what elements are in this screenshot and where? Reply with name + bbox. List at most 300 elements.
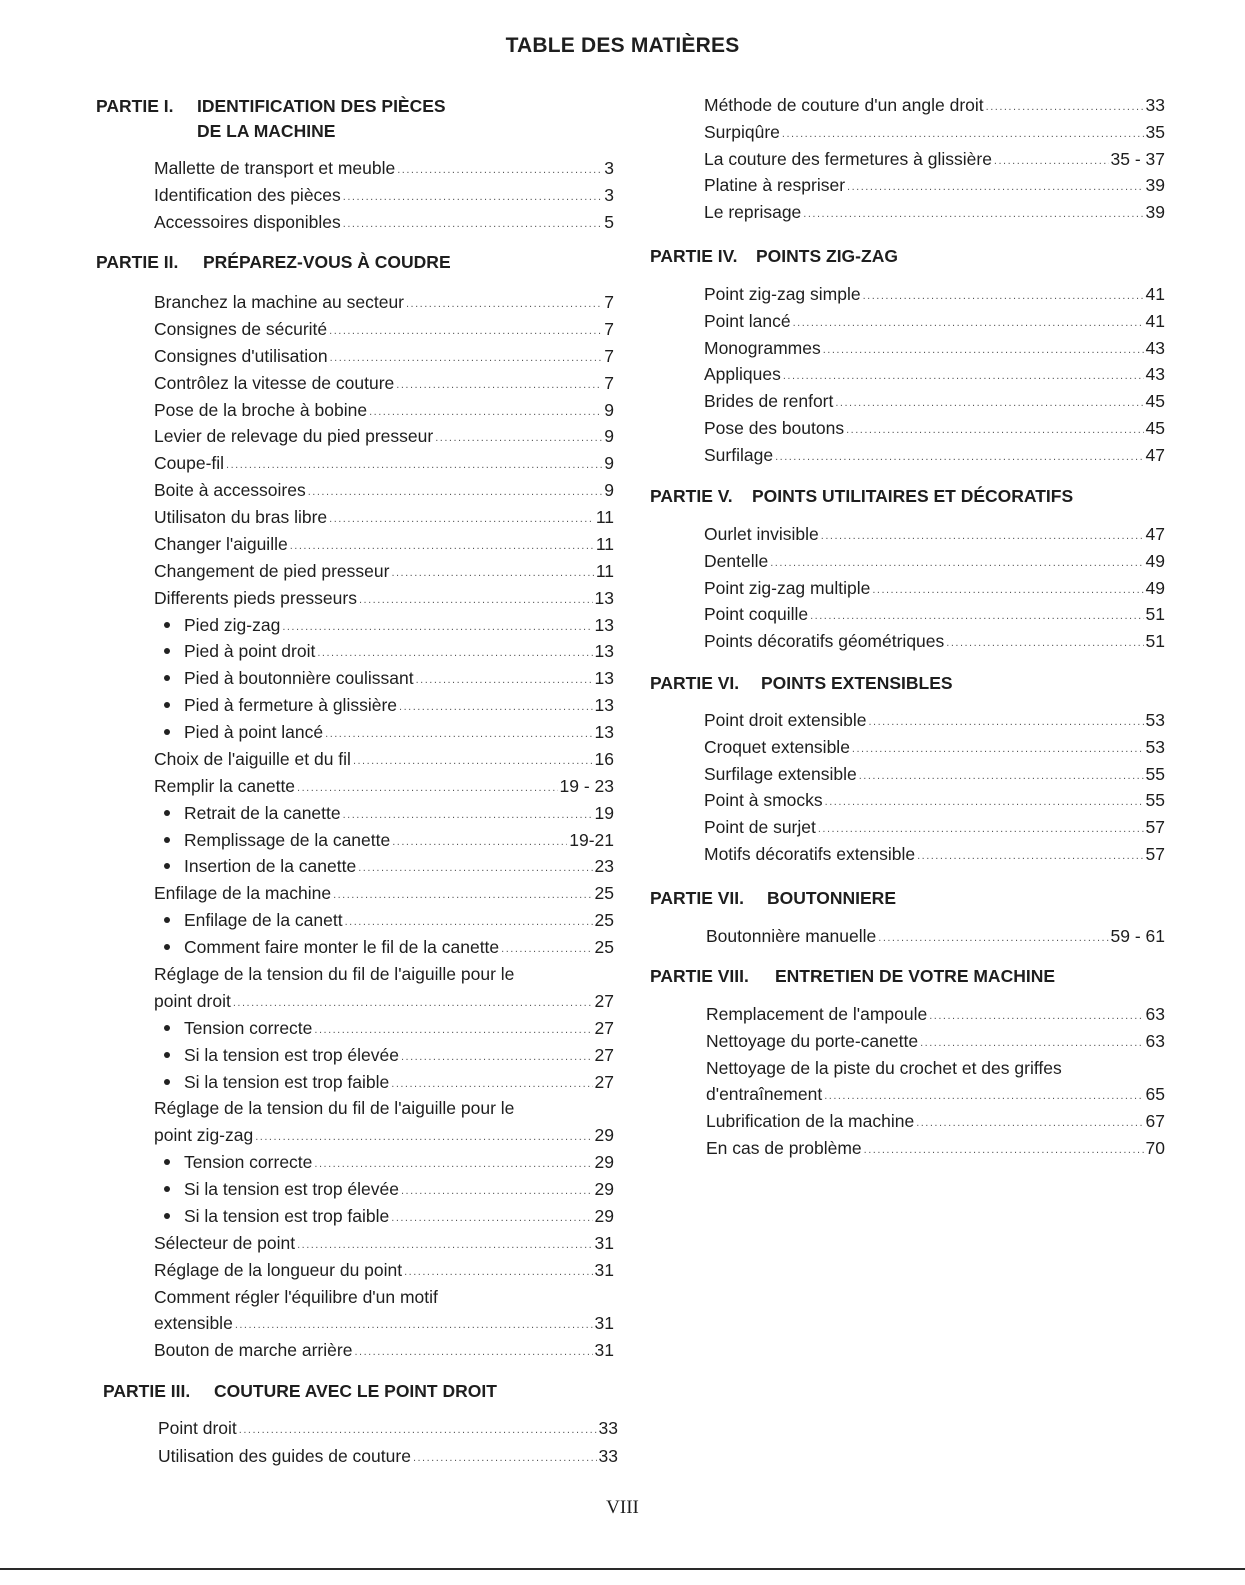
leader-dots bbox=[330, 346, 603, 370]
bullet-icon bbox=[164, 917, 170, 923]
bullet-icon bbox=[164, 1079, 170, 1085]
leader-dots bbox=[317, 641, 592, 665]
leader-dots bbox=[782, 122, 1144, 146]
bullet-icon bbox=[164, 702, 170, 708]
toc-entry[interactable] bbox=[154, 1123, 614, 1147]
leader-dots bbox=[329, 507, 594, 531]
toc-entry-page: 45 bbox=[1145, 391, 1165, 411]
toc-entry-page: 55 bbox=[1145, 790, 1165, 810]
toc-entry-text: Consignes de sécurité bbox=[154, 319, 328, 339]
section-heading bbox=[650, 486, 1074, 507]
toc-entry-page: 29 bbox=[594, 1125, 614, 1145]
toc-entry-label bbox=[704, 576, 870, 600]
toc-entry-text: Coupe-fil bbox=[154, 453, 225, 473]
toc-entry-label bbox=[154, 747, 351, 771]
toc-entry-label bbox=[154, 424, 433, 448]
section-heading bbox=[650, 888, 896, 909]
toc-entry[interactable] bbox=[162, 693, 614, 717]
toc-entry-text: Comment faire monter le fil de la canette bbox=[184, 937, 500, 957]
toc-entry-page: 7 bbox=[604, 292, 614, 312]
toc-entry-label bbox=[704, 762, 857, 786]
toc-entry-page: 19-21 bbox=[569, 830, 614, 850]
leader-dots bbox=[917, 844, 1143, 868]
toc-entry[interactable] bbox=[154, 1285, 614, 1309]
toc-entry-page: 25 bbox=[594, 937, 614, 957]
toc-entry[interactable] bbox=[158, 1444, 618, 1468]
toc-entry[interactable] bbox=[154, 424, 614, 448]
section-title: POINTS UTILITAIRES ET DÉCORATIFS bbox=[752, 486, 1074, 506]
toc-entry[interactable] bbox=[154, 1258, 614, 1282]
toc-entry-page: 35 bbox=[1145, 122, 1165, 142]
toc-entry-page: 25 bbox=[594, 910, 614, 930]
toc-entry-text: Contrôlez la vitesse de couture bbox=[154, 373, 395, 393]
toc-entry[interactable] bbox=[706, 1109, 1165, 1133]
toc-entry[interactable] bbox=[704, 389, 1165, 413]
toc-entry-text: Platine à respriser bbox=[704, 175, 846, 195]
toc-entry-page: 65 bbox=[1145, 1084, 1165, 1104]
toc-entry-page: 53 bbox=[1145, 737, 1165, 757]
toc-entry[interactable] bbox=[704, 708, 1165, 732]
toc-entry-label bbox=[154, 478, 306, 502]
toc-entry-text: Pied à fermeture à glissière bbox=[184, 695, 398, 715]
toc-entry[interactable] bbox=[154, 371, 614, 395]
leader-dots bbox=[847, 175, 1143, 199]
toc-entry-label bbox=[162, 854, 356, 878]
toc-entry-text: Point coquille bbox=[704, 604, 809, 624]
toc-entry[interactable] bbox=[154, 747, 614, 771]
toc-entry-page: 13 bbox=[594, 641, 614, 661]
toc-entry-page: 13 bbox=[594, 668, 614, 688]
bullet-icon bbox=[164, 1213, 170, 1219]
toc-entry-label bbox=[704, 443, 773, 467]
leader-dots bbox=[226, 453, 602, 477]
bullet-icon bbox=[164, 837, 170, 843]
toc-entry[interactable] bbox=[162, 828, 614, 852]
toc-entry[interactable] bbox=[706, 1082, 1165, 1106]
toc-entry-label bbox=[162, 1043, 399, 1067]
toc-entry[interactable] bbox=[154, 989, 614, 1013]
toc-entry[interactable] bbox=[162, 720, 614, 744]
leader-dots bbox=[986, 95, 1144, 119]
section-title: COUTURE AVEC LE POINT DROIT bbox=[214, 1381, 497, 1401]
toc-entry-label bbox=[704, 629, 944, 653]
toc-entry-label bbox=[704, 602, 808, 626]
toc-entry[interactable] bbox=[162, 854, 614, 878]
toc-entry[interactable] bbox=[162, 666, 614, 690]
toc-entry-label bbox=[162, 639, 315, 663]
toc-entry-label bbox=[154, 451, 224, 475]
bullet-icon bbox=[164, 1186, 170, 1192]
toc-entry-page: 63 bbox=[1145, 1004, 1165, 1024]
toc-entry-page: 57 bbox=[1145, 817, 1165, 837]
leader-dots bbox=[825, 790, 1144, 814]
toc-entry[interactable] bbox=[154, 156, 614, 180]
toc-entry-text: Pied zig-zag bbox=[184, 615, 281, 635]
toc-entry-text: Bouton de marche arrière bbox=[154, 1340, 353, 1360]
toc-entry-page: 3 bbox=[604, 185, 614, 205]
toc-entry-text: Si la tension est trop élevée bbox=[184, 1179, 399, 1199]
toc-entry-text: Point zig-zag multiple bbox=[704, 578, 871, 598]
toc-entry-text: Utilisation des guides de couture bbox=[158, 1446, 411, 1466]
leader-dots bbox=[391, 1072, 592, 1096]
leader-dots bbox=[392, 830, 567, 854]
toc-entry-page: 13 bbox=[594, 695, 614, 715]
toc-entry[interactable] bbox=[706, 924, 1165, 948]
toc-entry-page: 55 bbox=[1145, 764, 1165, 784]
toc-entry[interactable] bbox=[704, 416, 1165, 440]
toc-entry-text: point droit bbox=[154, 991, 231, 1011]
toc-entry-label bbox=[704, 842, 915, 866]
toc-entry[interactable] bbox=[704, 549, 1165, 573]
toc-entry-text: Le reprisage bbox=[704, 202, 802, 222]
toc-entry[interactable] bbox=[706, 1002, 1165, 1026]
toc-entry[interactable] bbox=[162, 1177, 614, 1201]
toc-entry-page: 63 bbox=[1145, 1031, 1165, 1051]
toc-entry[interactable] bbox=[704, 336, 1165, 360]
bullet-icon bbox=[164, 729, 170, 735]
toc-entry-label bbox=[154, 290, 404, 314]
toc-entry-page: 43 bbox=[1145, 338, 1165, 358]
toc-entry-text: Accessoires disponibles bbox=[154, 212, 341, 232]
toc-entry-page: 27 bbox=[594, 1072, 614, 1092]
toc-entry[interactable] bbox=[706, 1136, 1165, 1160]
leader-dots bbox=[994, 149, 1109, 173]
section-heading bbox=[96, 96, 446, 141]
toc-entry-label bbox=[154, 559, 389, 583]
toc-entry[interactable] bbox=[158, 1416, 618, 1440]
toc-entry-text: Boutonnière manuelle bbox=[706, 926, 877, 946]
leader-dots bbox=[297, 1233, 592, 1257]
toc-entry-text: Tension correcte bbox=[184, 1018, 313, 1038]
toc-entry-label bbox=[704, 147, 992, 171]
toc-entry[interactable] bbox=[154, 962, 614, 986]
leader-dots bbox=[835, 391, 1143, 415]
section-title: ENTRETIEN DE VOTRE MACHINE bbox=[775, 966, 1056, 986]
leader-dots bbox=[333, 883, 592, 907]
toc-entry-page: 47 bbox=[1145, 524, 1165, 544]
toc-entry-label bbox=[706, 1082, 822, 1106]
leader-dots bbox=[255, 1125, 592, 1149]
toc-entry[interactable] bbox=[162, 908, 614, 932]
toc-entry-text: Méthode de couture d'un angle droit bbox=[704, 95, 984, 115]
toc-entry-page: 39 bbox=[1145, 202, 1165, 222]
toc-entry[interactable] bbox=[704, 93, 1165, 117]
toc-entry-page: 41 bbox=[1145, 284, 1165, 304]
toc-entry-text: Surfilage extensible bbox=[704, 764, 857, 784]
section-title-line2: DE LA MACHINE bbox=[197, 121, 336, 141]
toc-entry-label bbox=[154, 1096, 514, 1120]
toc-entry-page: 53 bbox=[1145, 710, 1165, 730]
leader-dots bbox=[358, 856, 592, 880]
toc-entry-page: 19 - 23 bbox=[559, 776, 614, 796]
toc-entry[interactable] bbox=[704, 200, 1165, 224]
bullet-icon bbox=[164, 622, 170, 628]
leader-dots bbox=[343, 185, 602, 209]
leader-dots bbox=[946, 631, 1143, 655]
toc-entry-label bbox=[154, 1258, 402, 1282]
toc-entry-page: 27 bbox=[594, 991, 614, 1011]
leader-dots bbox=[818, 817, 1144, 841]
toc-entry-text: Remplir la canette bbox=[154, 776, 296, 796]
toc-entry-page: 29 bbox=[594, 1152, 614, 1172]
toc-entry-text: Ourlet invisible bbox=[704, 524, 819, 544]
toc-entry[interactable] bbox=[704, 147, 1165, 171]
toc-entry[interactable] bbox=[162, 1070, 614, 1094]
leader-dots bbox=[345, 910, 593, 934]
leader-dots bbox=[343, 803, 593, 827]
toc-entry-page: 31 bbox=[594, 1340, 614, 1360]
leader-dots bbox=[859, 764, 1144, 788]
toc-entry-label bbox=[704, 549, 768, 573]
toc-entry[interactable] bbox=[154, 344, 614, 368]
bullet-icon bbox=[164, 944, 170, 950]
toc-entry-page: 39 bbox=[1145, 175, 1165, 195]
toc-entry-label bbox=[154, 398, 367, 422]
toc-entry-page: 67 bbox=[1145, 1111, 1165, 1131]
toc-entry-page: 59 - 61 bbox=[1110, 926, 1165, 946]
toc-entry[interactable] bbox=[154, 183, 614, 207]
toc-entry-text: Consignes d'utilisation bbox=[154, 346, 328, 366]
page-number: VIII bbox=[606, 1497, 639, 1518]
toc-entry-text: Monogrammes bbox=[704, 338, 821, 358]
toc-entry-text: Réglage de la tension du fil de l'aiguille pour le bbox=[154, 964, 515, 984]
toc-entry[interactable] bbox=[706, 1056, 1165, 1080]
toc-entry[interactable] bbox=[162, 1043, 614, 1067]
toc-entry[interactable] bbox=[162, 935, 614, 959]
toc-entry[interactable] bbox=[162, 613, 614, 637]
toc-entry[interactable] bbox=[154, 290, 614, 314]
toc-entry-label bbox=[704, 336, 821, 360]
toc-entry-page: 51 bbox=[1145, 631, 1165, 651]
toc-entry[interactable] bbox=[154, 1231, 614, 1255]
toc-entry[interactable] bbox=[162, 1150, 614, 1174]
toc-entry-page: 47 bbox=[1145, 445, 1165, 465]
toc-entry-page: 23 bbox=[594, 856, 614, 876]
toc-entry-text: Brides de renfort bbox=[704, 391, 834, 411]
leader-dots bbox=[416, 668, 593, 692]
toc-entry-page: 33 bbox=[1145, 95, 1165, 115]
leader-dots bbox=[359, 588, 593, 612]
toc-entry[interactable] bbox=[162, 801, 614, 825]
toc-entry-label bbox=[704, 173, 845, 197]
section-title: IDENTIFICATION DES PIÈCES bbox=[197, 96, 446, 116]
toc-entry-text: Sélecteur de point bbox=[154, 1233, 296, 1253]
bullet-icon bbox=[164, 1052, 170, 1058]
toc-entry-page: 41 bbox=[1145, 311, 1165, 331]
toc-entry-page: 19 bbox=[594, 803, 614, 823]
toc-entry-text: d'entraînement bbox=[706, 1084, 823, 1104]
toc-entry[interactable] bbox=[154, 1338, 614, 1362]
toc-entry[interactable] bbox=[704, 788, 1165, 812]
toc-entry-page: 70 bbox=[1145, 1138, 1165, 1158]
toc-entry-page: 13 bbox=[594, 588, 614, 608]
toc-entry-label bbox=[154, 371, 394, 395]
leader-dots bbox=[821, 524, 1144, 548]
toc-entry[interactable] bbox=[704, 173, 1165, 197]
leader-dots bbox=[863, 284, 1144, 308]
toc-entry-label bbox=[706, 1136, 862, 1160]
toc-entry[interactable] bbox=[704, 815, 1165, 839]
leader-dots bbox=[404, 1260, 592, 1284]
section-heading bbox=[650, 966, 1056, 987]
toc-entry-label bbox=[154, 989, 231, 1013]
toc-entry-label bbox=[162, 1016, 312, 1040]
toc-entry-label bbox=[154, 1338, 352, 1362]
leader-dots bbox=[435, 426, 602, 450]
toc-entry-label bbox=[154, 1311, 233, 1335]
toc-entry-page: 9 bbox=[604, 453, 614, 473]
leader-dots bbox=[775, 445, 1143, 469]
toc-entry-label bbox=[162, 693, 397, 717]
toc-entry-text: Surpiqûre bbox=[704, 122, 780, 142]
leader-dots bbox=[406, 292, 602, 316]
toc-entry[interactable] bbox=[704, 522, 1165, 546]
toc-entry-page: 29 bbox=[594, 1179, 614, 1199]
toc-entry-page: 45 bbox=[1145, 418, 1165, 438]
toc-entry[interactable] bbox=[154, 586, 614, 610]
section-heading bbox=[103, 1381, 497, 1402]
toc-entry-text: Insertion de la canette bbox=[184, 856, 357, 876]
toc-entry-page: 7 bbox=[604, 373, 614, 393]
leader-dots bbox=[314, 1018, 592, 1042]
toc-entry-text: Croquet extensible bbox=[704, 737, 850, 757]
toc-entry-page: 35 - 37 bbox=[1110, 149, 1165, 169]
leader-dots bbox=[239, 1418, 597, 1442]
section-part-number: PARTIE I. bbox=[96, 96, 174, 116]
toc-entry-label bbox=[158, 1416, 237, 1440]
toc-entry[interactable] bbox=[162, 639, 614, 663]
toc-entry[interactable] bbox=[704, 576, 1165, 600]
toc-entry-text: point zig-zag bbox=[154, 1125, 254, 1145]
section-title: BOUTONNIERE bbox=[767, 888, 896, 908]
toc-entry[interactable] bbox=[154, 398, 614, 422]
toc-entry[interactable] bbox=[154, 210, 614, 234]
bottom-rule bbox=[0, 1568, 1245, 1570]
toc-entry[interactable] bbox=[154, 881, 614, 905]
toc-entry-page: 49 bbox=[1145, 578, 1165, 598]
toc-entry-text: Motifs décoratifs extensible bbox=[704, 844, 916, 864]
toc-entry[interactable] bbox=[704, 120, 1165, 144]
toc-entry[interactable] bbox=[704, 629, 1165, 653]
leader-dots bbox=[314, 1152, 592, 1176]
toc-entry-label bbox=[706, 1109, 914, 1133]
toc-entry-text: Changer l'aiguille bbox=[154, 534, 288, 554]
leader-dots bbox=[353, 749, 593, 773]
toc-entry-page: 43 bbox=[1145, 364, 1165, 384]
toc-entry-text: Enfilage de la machine bbox=[154, 883, 332, 903]
leader-dots bbox=[397, 158, 602, 182]
bullet-icon bbox=[164, 1159, 170, 1165]
leader-dots bbox=[872, 578, 1143, 602]
toc-entry[interactable] bbox=[154, 451, 614, 475]
section-part-number: PARTIE V. bbox=[650, 486, 733, 506]
toc-entry-text: Points décoratifs géométriques bbox=[704, 631, 945, 651]
toc-entry-label bbox=[706, 1029, 918, 1053]
toc-entry[interactable] bbox=[704, 282, 1165, 306]
section-part-number: PARTIE VI. bbox=[650, 673, 740, 693]
toc-entry[interactable] bbox=[704, 735, 1165, 759]
leader-dots bbox=[369, 400, 602, 424]
leader-dots bbox=[920, 1031, 1143, 1055]
leader-dots bbox=[233, 991, 593, 1015]
toc-entry-label bbox=[704, 416, 844, 440]
toc-entry-text: Si la tension est trop élevée bbox=[184, 1045, 399, 1065]
toc-entry-text: Remplissage de la canette bbox=[184, 830, 391, 850]
toc-entry-label bbox=[154, 1123, 253, 1147]
toc-entry-page: 33 bbox=[598, 1418, 618, 1438]
toc-entry[interactable] bbox=[154, 1311, 614, 1335]
toc-entry-page: 31 bbox=[594, 1233, 614, 1253]
toc-entry-text: Réglage de la longueur du point bbox=[154, 1260, 403, 1280]
toc-entry-text: Réglage de la tension du fil de l'aiguille pour le bbox=[154, 1098, 515, 1118]
toc-entry-label bbox=[154, 210, 341, 234]
toc-entry[interactable] bbox=[154, 1096, 614, 1120]
toc-entry-label bbox=[162, 720, 323, 744]
section-part-number: PARTIE III. bbox=[103, 1381, 191, 1401]
toc-entry[interactable] bbox=[704, 362, 1165, 386]
toc-entry-label bbox=[154, 1285, 438, 1309]
toc-entry-text: Pied à point lancé bbox=[184, 722, 324, 742]
section-part-number: PARTIE IV. bbox=[650, 246, 738, 266]
leader-dots bbox=[329, 319, 602, 343]
toc-entry-page: 5 bbox=[604, 212, 614, 232]
leader-dots bbox=[846, 418, 1143, 442]
toc-entry[interactable] bbox=[704, 443, 1165, 467]
toc-entry-label bbox=[162, 828, 390, 852]
toc-entry[interactable] bbox=[704, 602, 1165, 626]
toc-entry[interactable] bbox=[704, 842, 1165, 866]
section-title: POINTS ZIG-ZAG bbox=[756, 246, 898, 266]
toc-entry-text: Si la tension est trop faible bbox=[184, 1072, 390, 1092]
toc-entry[interactable] bbox=[704, 762, 1165, 786]
toc-entry[interactable] bbox=[154, 505, 614, 529]
toc-entry-label bbox=[706, 1056, 1062, 1080]
page-title: TABLE DES MATIÈRES bbox=[505, 34, 740, 57]
toc-entry-text: Point à smocks bbox=[704, 790, 823, 810]
toc-entry-text: Branchez la machine au secteur bbox=[154, 292, 404, 312]
toc-entry-page: 33 bbox=[598, 1446, 618, 1466]
toc-entry[interactable] bbox=[154, 532, 614, 556]
toc-entry-text: Pose de la broche à bobine bbox=[154, 400, 368, 420]
toc-entry[interactable] bbox=[704, 309, 1165, 333]
toc-entry-label bbox=[704, 362, 781, 386]
toc-entry[interactable] bbox=[154, 478, 614, 502]
leader-dots bbox=[391, 561, 593, 585]
toc-entry-text: Differents pieds presseurs bbox=[154, 588, 357, 608]
toc-entry-text: Tension correcte bbox=[184, 1152, 313, 1172]
toc-entry[interactable] bbox=[154, 559, 614, 583]
toc-entry-text: Changement de pied presseur bbox=[154, 561, 390, 581]
leader-dots bbox=[770, 551, 1143, 575]
toc-entry-page: 9 bbox=[604, 400, 614, 420]
toc-entry-page: 51 bbox=[1145, 604, 1165, 624]
toc-entry-label bbox=[704, 282, 861, 306]
toc-entry-text: En cas de problème bbox=[706, 1138, 862, 1158]
toc-entry[interactable] bbox=[162, 1204, 614, 1228]
leader-dots bbox=[864, 1138, 1144, 1162]
toc-entry-text: Surfilage bbox=[704, 445, 774, 465]
toc-entry-text: Utilisaton du bras libre bbox=[154, 507, 328, 527]
toc-entry[interactable] bbox=[154, 317, 614, 341]
leader-dots bbox=[501, 937, 592, 961]
toc-entry[interactable] bbox=[706, 1029, 1165, 1053]
toc-entry[interactable] bbox=[154, 774, 614, 798]
leader-dots bbox=[401, 1179, 593, 1203]
toc-entry-label bbox=[704, 309, 791, 333]
toc-entry-text: Dentelle bbox=[704, 551, 769, 571]
toc-entry[interactable] bbox=[162, 1016, 614, 1040]
toc-entry-text: Si la tension est trop faible bbox=[184, 1206, 390, 1226]
